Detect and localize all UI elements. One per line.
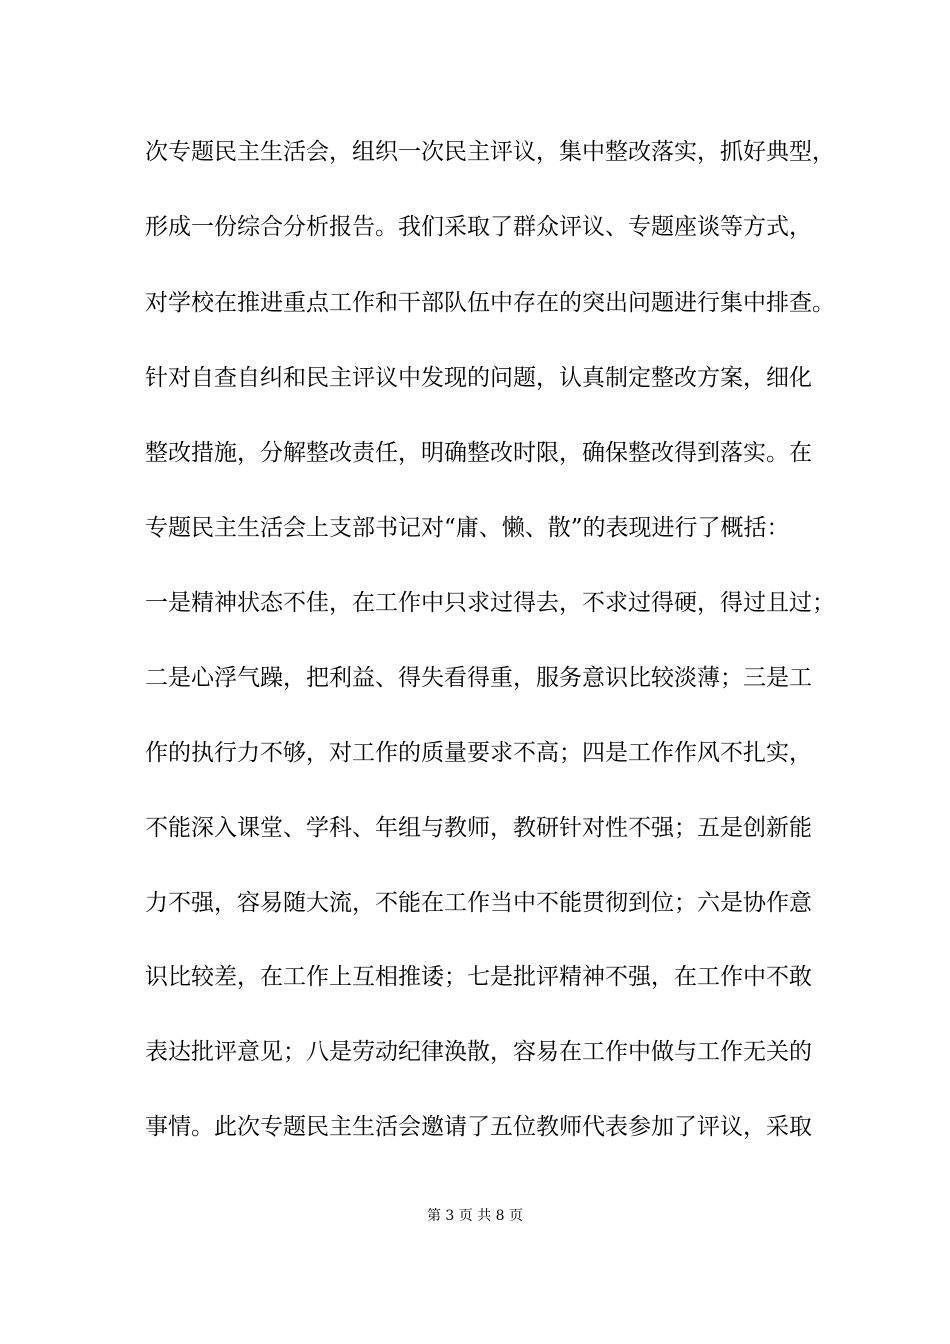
body-text-line: 针对自查自纠和民主评议中发现的问题，认真制定整改方案，细化 <box>145 365 812 391</box>
body-text-line: 专题民主生活会上支部书记对“庸、懒、散”的表现进行了概括： <box>145 515 790 541</box>
body-text-line: 一是精神状态不佳，在工作中只求过得去，不求过得硬，得过且过； <box>145 590 835 616</box>
body-text-line: 次专题民主生活会，组织一次民主评议，集中整改落实，抓好典型， <box>145 139 835 165</box>
body-text-line: 对学校在推进重点工作和干部队伍中存在的突出问题进行集中排查。 <box>145 290 835 316</box>
body-text-line: 识比较差，在工作上互相推诿；七是批评精神不强，在工作中不敢 <box>145 964 812 990</box>
body-text-line: 整改措施，分解整改责任，明确整改时限，确保整改得到落实。在 <box>145 440 812 466</box>
body-text-line: 二是心浮气躁，把利益、得失看得重，服务意识比较淡薄；三是工 <box>145 665 812 691</box>
body-text-line: 作的执行力不够，对工作的质量要求不高；四是工作作风不扎实， <box>145 740 812 766</box>
body-text-line: 表达批评意见；八是劳动纪律涣散，容易在工作中做与工作无关的 <box>145 1039 812 1065</box>
body-text-line: 事情。此次专题民主生活会邀请了五位教师代表参加了评议，采取 <box>145 1114 812 1140</box>
page-number-footer: 第 3 页 共 8 页 <box>426 1208 524 1224</box>
body-text-line: 不能深入课堂、学科、年组与教师，教研针对性不强；五是创新能 <box>145 815 812 841</box>
body-text-line: 力不强，容易随大流，不能在工作当中不能贯彻到位；六是协作意 <box>145 890 812 916</box>
body-text-line: 形成一份综合分析报告。我们采取了群众评议、专题座谈等方式， <box>145 214 812 240</box>
